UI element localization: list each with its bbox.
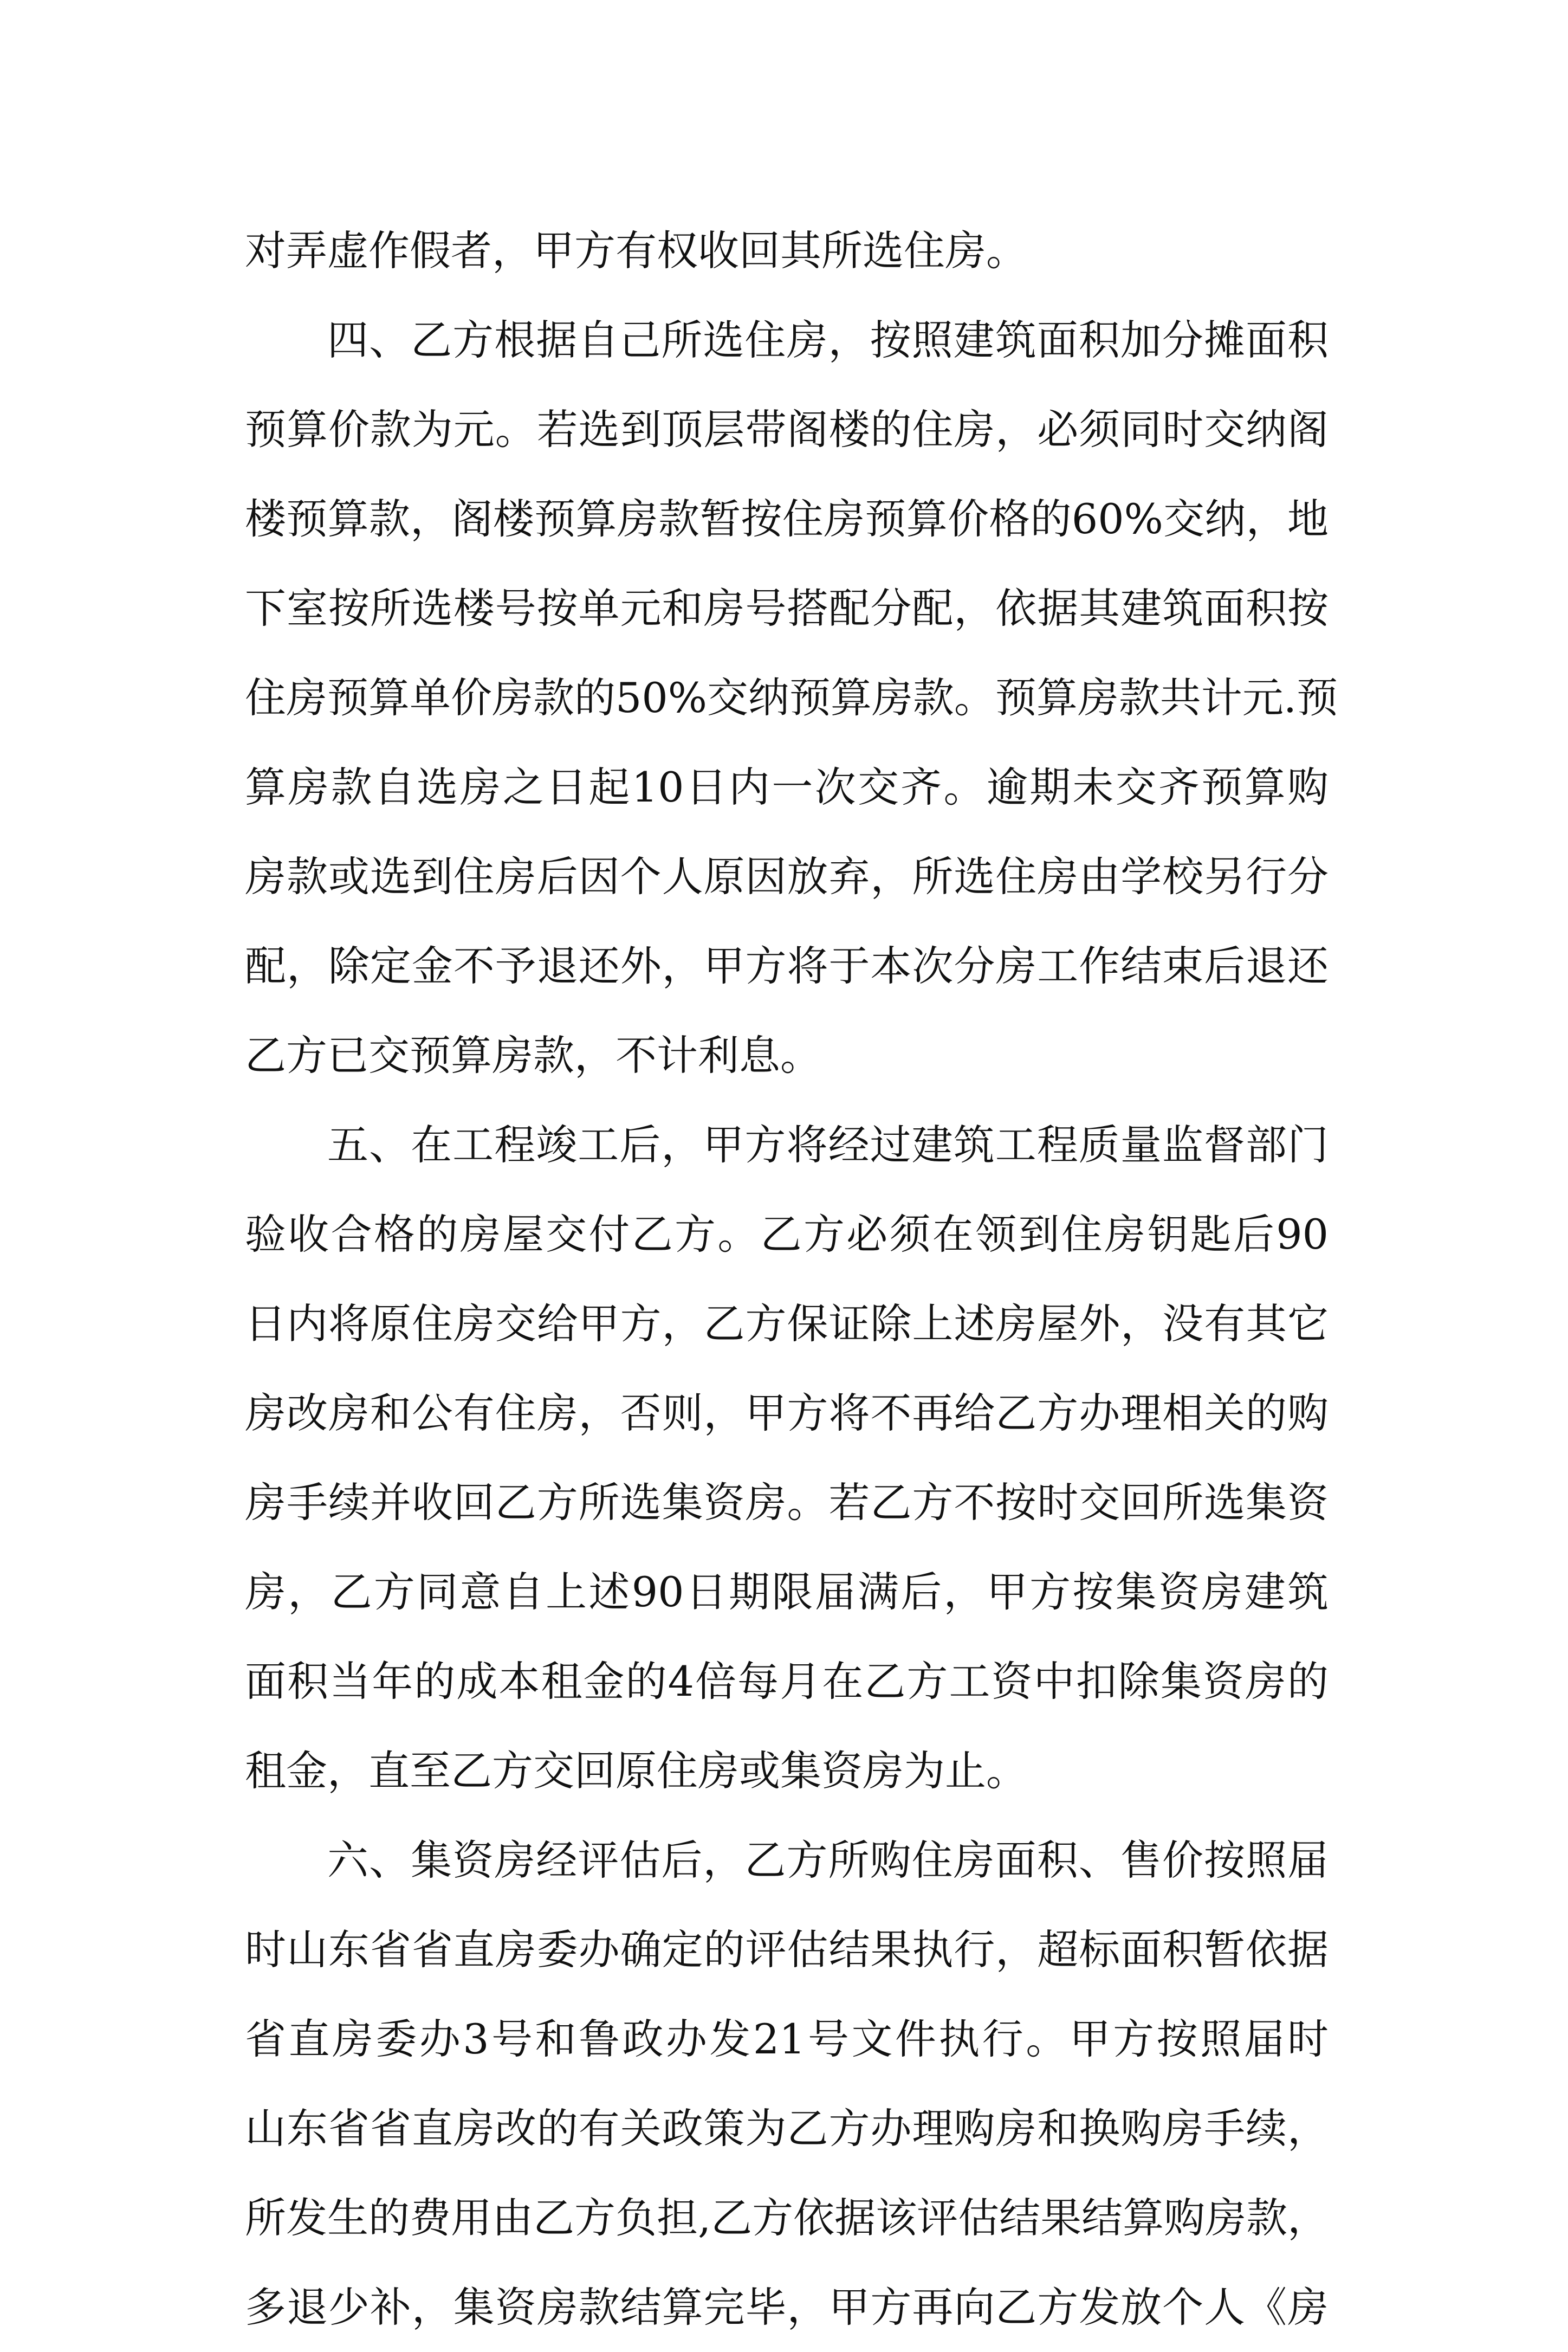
text-line: 对弄虚作假者，甲方有权收回其所选住房。 [245, 227, 1027, 275]
text-line: 验收合格的房屋交付乙方。乙方必须在领到住房钥匙后90 [245, 1210, 1329, 1258]
text-line: 算房款自选房之日起10日内一次交齐。逾期未交齐预算购 [245, 763, 1329, 811]
text-line: 六、集资房经评估后，乙方所购住房面积、售价按照届 [327, 1836, 1329, 1884]
text-line: 日内将原住房交给甲方，乙方保证除上述房屋外，没有其它 [245, 1300, 1329, 1348]
text-line: 多退少补，集资房款结算完毕，甲方再向乙方发放个人《房 [245, 2283, 1329, 2331]
text-line: 楼预算款，阁楼预算房款暂按住房预算价格的60%交纳，地 [245, 495, 1329, 543]
text-line: 省直房委办3号和鲁政办发21号文件执行。甲方按照届时 [245, 2015, 1329, 2063]
text-line: 面积当年的成本租金的4倍每月在乙方工资中扣除集资房的 [245, 1657, 1329, 1705]
text-line: 配，除定金不予退还外，甲方将于本次分房工作结束后退还 [245, 942, 1329, 990]
text-line: 预算价款为元。若选到顶层带阁楼的住房，必须同时交纳阁 [245, 405, 1329, 454]
text-line: 房改房和公有住房，否则，甲方将不再给乙方办理相关的购 [245, 1389, 1329, 1437]
body-text [245, 206, 1338, 2352]
text-line: 住房预算单价房款的50%交纳预算房款。预算房款共计元.预 [245, 674, 1338, 722]
text-line: 五、在工程竣工后，甲方将经过建筑工程质量监督部门 [327, 1121, 1329, 1169]
text-line: 房手续并收回乙方所选集资房。若乙方不按时交回所选集资 [245, 1478, 1329, 1527]
text-line: 租金，直至乙方交回原住房或集资房为止。 [245, 1747, 1027, 1795]
text-line: 房，乙方同意自上述90日期限届满后，甲方按集资房建筑 [245, 1568, 1329, 1616]
text-line: 时山东省省直房委办确定的评估结果执行，超标面积暂依据 [245, 1925, 1329, 1974]
text-line: 四、乙方根据自己所选住房，按照建筑面积加分摊面积 [327, 316, 1329, 364]
text-line: 山东省省直房改的有关政策为乙方办理购房和换购房手续， [245, 2104, 1329, 2153]
text-line: 乙方已交预算房款，不计利息。 [245, 1031, 821, 1080]
text-line: 所发生的费用由乙方负担,乙方依据该评估结果结算购房款， [245, 2194, 1329, 2242]
text-line: 房款或选到住房后因个人原因放弃，所选住房由学校另行分 [245, 852, 1329, 901]
text-line: 下室按所选楼号按单元和房号搭配分配，依据其建筑面积按 [245, 584, 1329, 632]
